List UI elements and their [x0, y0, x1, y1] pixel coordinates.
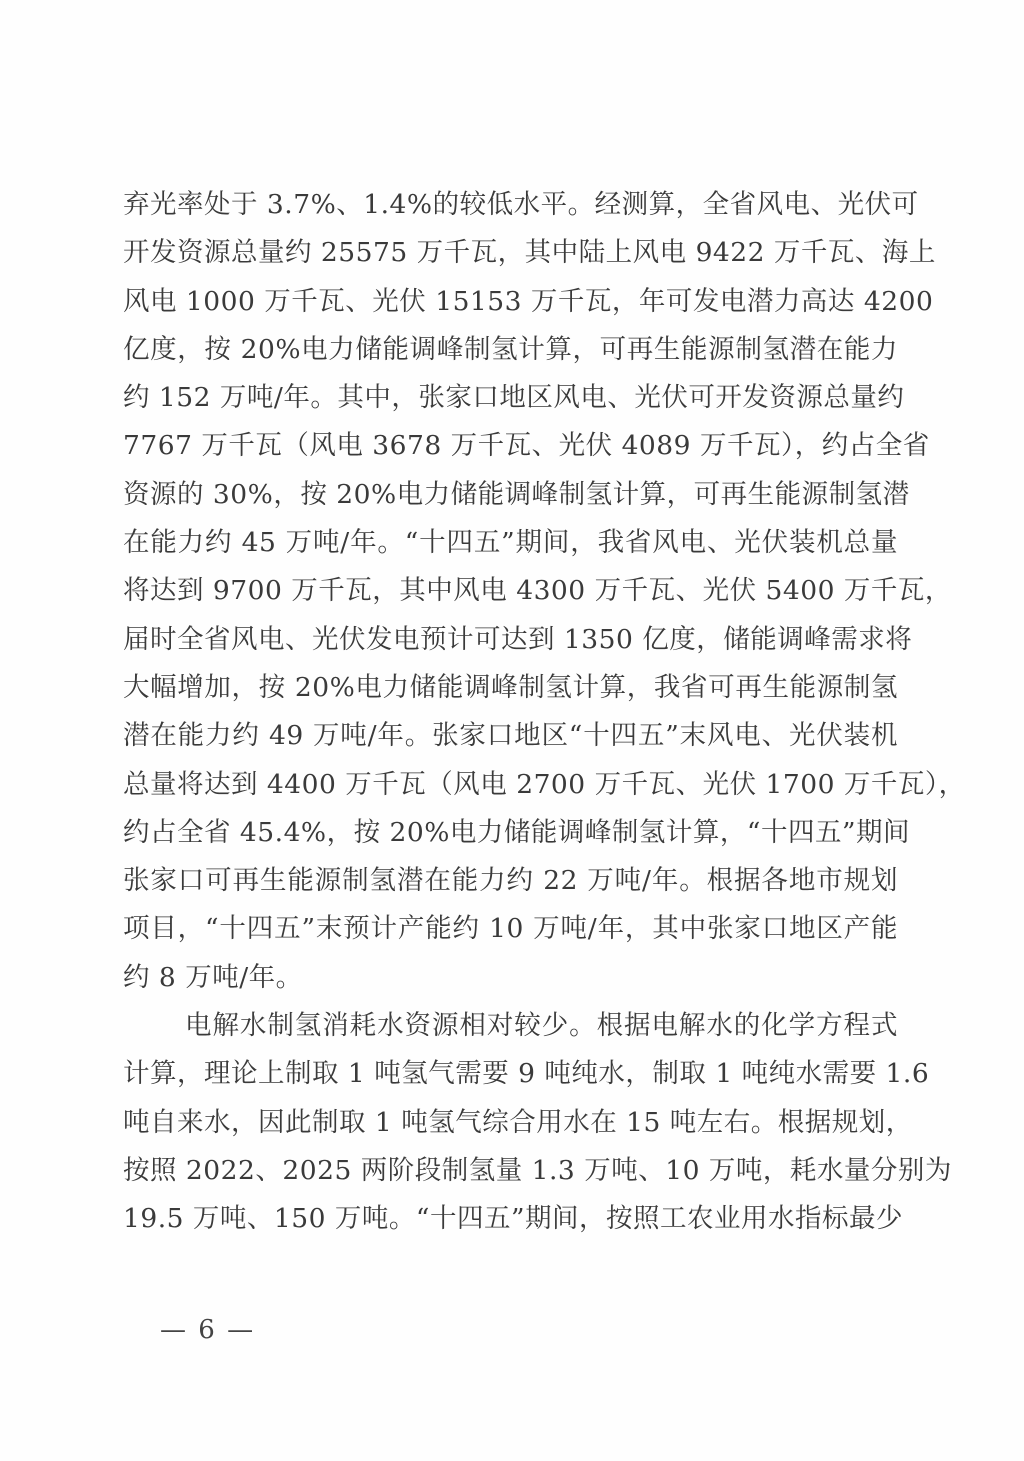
paragraph-2-line-3: 吨自来水，因此制取 1 吨氢气综合用水在 15 吨左右。根据规划，: [123, 1106, 913, 1138]
paragraph-1-line-17: 约 8 万吨/年。: [123, 961, 303, 993]
paragraph-1-line-12: 潜在能力约 49 万吨/年。张家口地区“十四五”末风电、光伏装机: [123, 720, 898, 752]
page-number: — 6 —: [160, 1315, 256, 1345]
paragraph-2-line-1: 电解水制氢消耗水资源相对较少。根据电解水的化学方程式: [185, 1010, 898, 1042]
paragraph-1-line-10: 届时全省风电、光伏发电预计可达到 1350 亿度，储能调峰需求将: [123, 623, 913, 655]
paragraph-1-line-9: 将达到 9700 万千瓦，其中风电 4300 万千瓦、光伏 5400 万千瓦，: [123, 575, 952, 607]
paragraph-1-line-7: 资源的 30%，按 20%电力储能调峰制氢计算，可再生能源制氢潜: [123, 478, 910, 510]
paragraph-1-line-6: 7767 万千瓦（风电 3678 万千瓦、光伏 4089 万千瓦），约占全省: [123, 430, 930, 462]
paragraph-2-line-2: 计算，理论上制取 1 吨氢气需要 9 吨纯水，制取 1 吨纯水需要 1.6: [123, 1058, 930, 1090]
paragraph-1-line-1: 弃光率处于 3.7%、1.4%的较低水平。经测算，全省风电、光伏可: [123, 189, 919, 220]
paragraph-1-line-3: 风电 1000 万千瓦、光伏 15153 万千瓦，年可发电潜力高达 4200: [123, 285, 934, 317]
paragraph-1-line-14: 约占全省 45.4%，按 20%电力储能调峰制氢计算，“十四五”期间: [123, 816, 911, 848]
paragraph-1-line-13: 总量将达到 4400 万千瓦（风电 2700 万千瓦、光伏 1700 万千瓦），: [123, 768, 966, 800]
paragraph-2-line-5: 19.5 万吨、150 万吨。“十四五”期间，按照工农业用水指标最少: [123, 1203, 904, 1235]
paragraph-1-line-2: 开发资源总量约 25575 万千瓦，其中陆上风电 9422 万千瓦、海上: [123, 237, 936, 269]
paragraph-1-line-4: 亿度，按 20%电力储能调峰制氢计算，可再生能源制氢潜在能力: [123, 333, 898, 365]
paragraph-1-line-15: 张家口可再生能源制氢潜在能力约 22 万吨/年。根据各地市规划: [123, 865, 898, 897]
paragraph-1-line-11: 大幅增加，按 20%电力储能调峰制氢计算，我省可再生能源制氢: [123, 671, 898, 703]
body-text: [123, 181, 966, 1244]
paragraph-1-line-5: 约 152 万吨/年。其中，张家口地区风电、光伏可开发资源总量约: [123, 382, 905, 414]
paragraph-1-line-16: 项目，“十四五”末预计产能约 10 万吨/年，其中张家口地区产能: [123, 913, 898, 945]
paragraph-1-line-8: 在能力约 45 万吨/年。“十四五”期间，我省风电、光伏装机总量: [123, 527, 898, 559]
paragraph-2-line-4: 按照 2022、2025 两阶段制氢量 1.3 万吨、10 万吨，耗水量分别为: [123, 1154, 952, 1186]
